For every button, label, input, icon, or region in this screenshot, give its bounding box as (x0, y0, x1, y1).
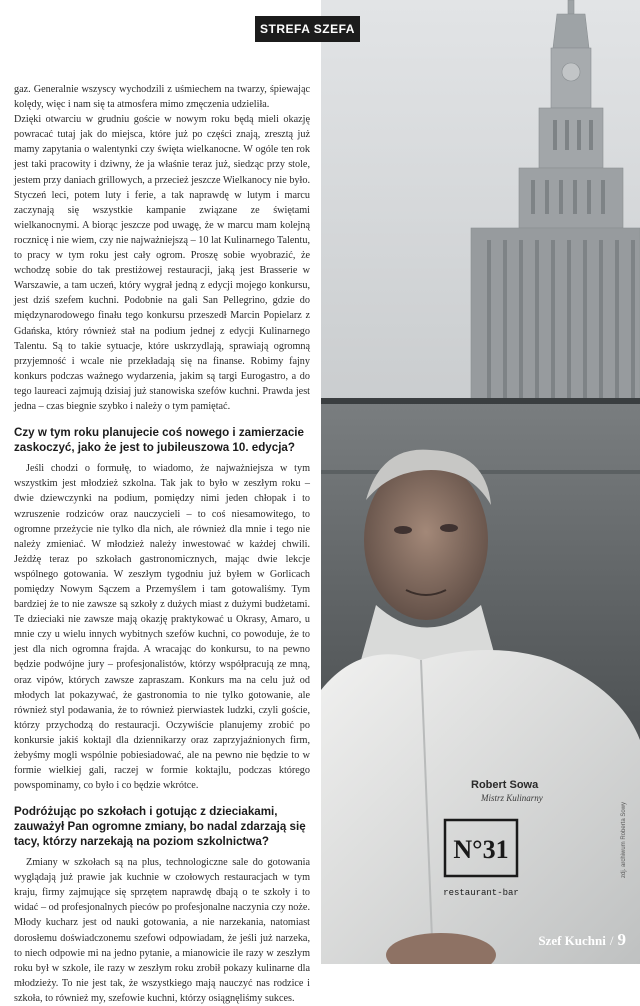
magazine-name: Szef Kuchni (538, 933, 606, 948)
chef-portrait-photo (321, 0, 640, 964)
photo-illustration (321, 0, 640, 964)
section-tag-label: STREFA SZEFA (260, 22, 355, 36)
footer-separator: / (609, 933, 614, 948)
page-footer (538, 930, 626, 950)
interview-answer-2: Zmiany w szkołach są na plus, technologiczne sale do gotowania wyglądają już prawie jak kuchnie w czołowych restauracjach w tym kraju, firmy zajmujące się sprzętem naprawdę dbają o te szkoły i to widać – od profesjonalnych pieców po profesjonalne naczynia czy noże. Młody kucharz jest od nauki gotowania, a nie narzekania, natomiast dorosłemu doświadczonemu szefowi odpowiadam, że jeśli już narzeka, to niech odpowie mi na jedno pytanie, a mianowicie ile razy w zeszłym roku był w szkole, ile razy w zeszłym roku zrobił pokazy kulinarne dla młodzieży. To nie jest tak, że wszystkiego mają nauczyć nas rodzice i szkoła, to również my, szefowie kuchni, którzy osiągnęliśmy sukces. (14, 857, 310, 1004)
page-number: 9 (617, 930, 626, 949)
section-tag (255, 16, 360, 42)
interview-question-1: Czy w tym roku planujecie coś nowego i zamierzacie zaskoczyć, jako że jest to jubileuszowa 10. edycja? (14, 426, 304, 454)
paragraph-intro: Dzięki otwarciu w grudniu goście w nowym roku będą mieli okazję powracać tutaj jak do miejsca, które już po części znają, zresztą już mamy zapytania o walentynki czy święta wielkanocne. W ogóle ten rok jest taki pracowity i dziwny, że ja właśnie teraz już, siedząc przy stole, jestem przy daniach grillowych, a przecież jeszcze Wielkanocy nie było. Styczeń leci, potem luty i ferie, a tak naprawdę w lutym i marcu zaczynają się wszystkie kampanie związane ze świętami wielkanocnymi. A biorąc jeszcze pod uwagę, że w marcu mam kolejną rocznicę i nie wiem, czy nie najważniejszą – 10 lat Kulinarnego Talentu, to pracy w tym roku jest cały ogrom. Proszę sobie wyobrazić, że wchodzę sobie do tak prestiżowej restauracji, jaką jest Brasserie w Warszawie, a tam uczeń, który wygrał jedną z edycji mojego konkursu, jest dziś szefem kuchni. Podobnie na gali San Pellegrino, gdzie do międzynarodowego finału tego konkursu przeszedł Marcin Popielarz z Gdańska, który również stał na podium jednej z edycji Kulinarnego Talentu. Są to takie sytuacje, które uskrzydlają, sprawiają ogromną przyjemność i wcale nie przekładają się na finanse. Robimy fajny konkurs podczas ważnego wydarzenia, jakim są targi Eurogastro, a do tego laureaci zajmują dzisiaj już stanowiska szefów kuchni. Prawda jest jedna – czas biegnie szybko i należy o tym pamiętać. (14, 114, 310, 412)
logo-number: N°31 (453, 835, 509, 864)
paragraph-continued: gaz. Generalnie wszyscy wychodzili z uśmiechem na twarzy, śpiewając kolędy, więc i nam się ta atmosfera mimo zmęczenia udzieliła. (14, 84, 310, 111)
jacket-title: Mistrz Kulinarny (481, 793, 543, 803)
jacket-name: Robert Sowa (471, 779, 539, 791)
photo-credit: zdj. archiwum Roberta Sowy (621, 801, 627, 878)
article-body (14, 82, 310, 1006)
interview-question-2: Podróżując po szkołach i gotując z dzieciakami, zauważył Pan ogromne zmiany, bo nadal zdarzają się tacy, którzy narzekają na poziom szkolnictwa? (14, 805, 306, 848)
logo-subtext: restaurant-bar (443, 888, 519, 898)
interview-answer-1: Jeśli chodzi o formułę, to wiadomo, że najważniejsza w tym wszystkim jest młodzież szkolna. Tak jak to było w zeszłym roku – dwie dziewczynki na podium, pomiędzy nimi jeden chłopak i to wzruszenie rodziców oraz nauczycieli – to coś niesamowitego, to ogromne przeżycie nie tylko dla nich, ale również dla mnie i tego nie należy zmieniać. W młodzież należy inwestować w każdej chwili. Jeżdżę teraz po szkołach gastronomicznych, mając dwie lekcje wspólnego gotowania. W zeszłym tygodniu już byłem w Gorlicach pomiędzy Nowym Sączem a Przemyślem i tam gotowaliśmy. Tym bardziej że to nie zawsze są szkoły z dużych miast z dużymi budżetami. Te dzieciaki nie zawsze mają okazję praktykować u Okrasy, Amaro, u mnie czy u wielu innych wybitnych szefów kuchni, co powoduje, że to jest dla nich ogromna frajda. A wracając do konkursu, to na pewno będzie podwójne jury – profesjonalistów, którzy współpracują ze mną, oraz vipów, których zawsze zapraszam. Konkurs ma na celu już od młodych lat pokazywać, że gastronomia to nie tylko gotowanie, ale również styl podawania, że to również pierwiastek ludzki, czyli goście, którzy przychodzą do restauracji. Oczywiście planujemy zrobić po konkursie jakiś koktajl dla dziennikarzy oraz zaprzyjaźnionych firm, żebyśmy mogli wspólnie pobiesiadować, ale na pewno nie będzie to w formie wielkiej gali, raczej w formie koktajlu, podczas którego powspominamy, co było i co będzie wkrótce. (14, 463, 310, 792)
